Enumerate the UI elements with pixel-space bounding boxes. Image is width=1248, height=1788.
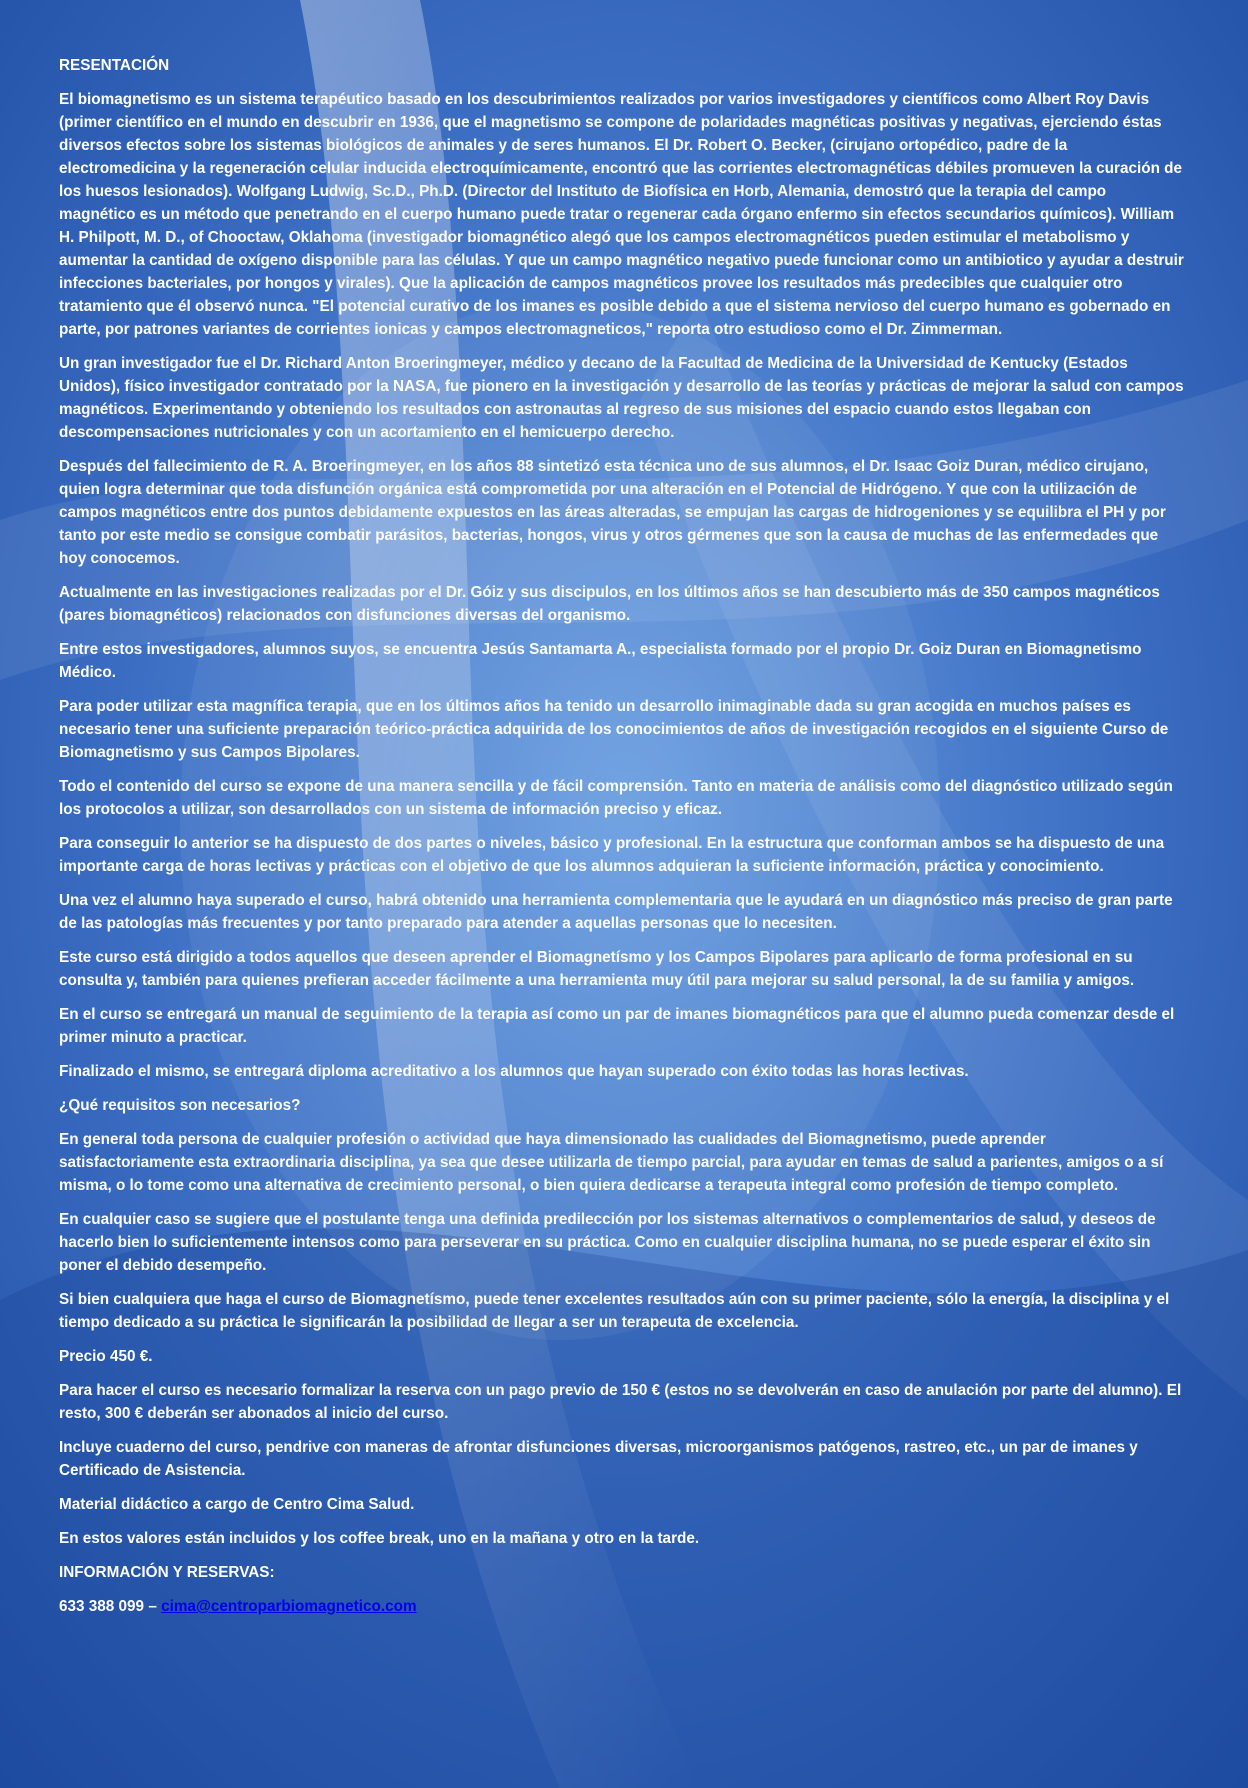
paragraph: Todo el contenido del curso se expone de una manera sencilla y de fácil comprensión. Tanto en materia de análisis como del diagnóstico utilizado según los protocolos a utilizar, son desarrollados con un sistema de información preciso y eficaz. — [59, 778, 1173, 818]
paragraph: El biomagnetismo es un sistema terapéutico basado en los descubrimientos realizados por varios investigadores y científicos como Albert Roy Davis (primer científico en el mundo en descubrir en 1936, que el magnetismo se compone de polaridades magnéticas positivas y negativas, ejerciendo éstas diversos efectos sobre los sistemas biológicos de animales y de seres humanos. El Dr. Robert O. Becker, (cirujano ortopédico, padre de la electromedicina y la regeneración celular inducida electroquímicamente, encontró que las corrientes electromagnéticas débiles promueven la curación de los huesos lesionados). Wolfgang Ludwig, Sc.D., Ph.D. (Director del Instituto de Biofísica en Horb, Alemania, demostró que la terapia del campo magnético es un método que penetrando en el cuerpo humano puede tratar o regenerar cada órgano enfermo sin efectos secundarios químicos). William H. Philpott, M. D., of Chooctaw, Oklahoma (investigador biomagnético alegó que los campos electromagnéticos pueden estimular el metabolismo y aumentar la cantidad de oxígeno disponible para las células. Y que un campo magnético negativo puede funcionar como un antibiotico y ayudar a destruir infecciones bacteriales, por hongos y virales). Que la aplicación de campos magnéticos provee los resultados más predecibles que cualquier otro tratamiento que él observó nunca. "El potencial curativo de los imanes es posible debido a que el sistema nervioso del cuerpo humano es gobernado en parte, por patrones variantes de corrientes ionicas y campos electromagneticos," reporta otro estudioso como el Dr. Zimmerman. — [59, 91, 1184, 338]
paragraph: Este curso está dirigido a todos aquellos que deseen aprender el Biomagnetísmo y los Campos Bipolares para aplicarlo de forma profesional en su consulta y, también para quienes prefieran acceder fácilmente a una herramienta muy útil para mejorar su salud personal, la de su familia y amigos. — [59, 949, 1135, 989]
paragraph: Para conseguir lo anterior se ha dispuesto de dos partes o niveles, básico y profesional. En la estructura que conforman ambos se ha dispuesto de una importante carga de horas lectivas y prácticas con el objetivo de que los alumnos adquieran la suficiente información, práctica y conocimiento. — [59, 835, 1165, 875]
requirements-heading: ¿Qué requisitos son necesarios? — [59, 1097, 301, 1114]
paragraph: En el curso se entregará un manual de seguimiento de la terapia así como un par de imanes biomagnéticos para que el alumno pueda comenzar desde el primer minuto a practicar. — [59, 1006, 1175, 1046]
paragraph: Finalizado el mismo, se entregará diploma acreditativo a los alumnos que hayan superado con éxito todas las horas lectivas. — [59, 1063, 969, 1080]
paragraph: Si bien cualquiera que haga el curso de Biomagnetísmo, puede tener excelentes resultados aún con su primer paciente, sólo la energía, la disciplina y el tiempo dedicado a su práctica le significarán la posibilidad de llegar a ser un terapeuta de excelencia. — [59, 1291, 1170, 1331]
document-body — [59, 54, 1184, 1629]
phone-number: 633 388 099 – — [59, 1598, 162, 1615]
paragraph: Un gran investigador fue el Dr. Richard Anton Broeringmeyer, médico y decano de la Facultad de Medicina de la Universidad de Kentucky (Estados Unidos), físico investigador contratado por la NASA, fue pionero en la investigación y desarrollo de las teorías y prácticas de mejorar la salud con campos magnéticos. Experimentando y obteniendo los resultados con astronautas al regreso de sus misiones del espacio cuando estos llegaban con descompensaciones nutricionales y con un acortamiento en el hemicuerpo derecho. — [59, 355, 1184, 441]
contact-line — [59, 1595, 1184, 1618]
paragraph: Una vez el alumno haya superado el curso, habrá obtenido una herramienta complementaria que le ayudará en un diagnóstico más preciso de gran parte de las patologías más frecuentes y por tanto preparado para atender a aquellas personas que lo necesiten. — [59, 892, 1173, 932]
paragraph: Actualmente en las investigaciones realizadas por el Dr. Góiz y sus discipulos, en los últimos años se han descubierto más de 350 campos magnéticos (pares biomagnéticos) relacionados con disfunciones diversas del organismo. — [59, 584, 1160, 624]
info-heading: INFORMACIÓN Y RESERVAS: — [59, 1564, 275, 1581]
paragraph: En cualquier caso se sugiere que el postulante tenga una definida predilección por los sistemas alternativos o complementarios de salud, y deseos de hacerlo bien lo suficientemente intensos como para perseverar en su práctica. Como en cualquier disciplina humana, no se puede esperar el éxito sin poner el debido desempeño. — [59, 1211, 1156, 1274]
email-link[interactable]: cima@centroparbiomagnetico.com — [161, 1598, 417, 1615]
paragraph: En general toda persona de cualquier profesión o actividad que haya dimensionado las cualidades del Biomagnetismo, puede aprender satisfactoriamente esta extraordinaria disciplina, ya sea que desee utilizarla de tiempo parcial, para ayudar en temas de salud a parientes, amigos o a sí misma, o lo tome como una alternativa de crecimiento personal, o bien quiera dedicarse a terapeuta integral como profesión de tiempo completo. — [59, 1131, 1164, 1194]
document-title: RESENTACIÓN — [59, 57, 170, 74]
paragraph: Para poder utilizar esta magnífica terapia, que en los últimos años ha tenido un desarrollo inimaginable dada su gran acogida en muchos países es necesario tener una suficiente preparación teórico-práctica adquirida de los conocimientos de años de investigación recogidos en el siguiente Curso de Biomagnetismo y sus Campos Bipolares. — [59, 698, 1169, 761]
paragraph: Material didáctico a cargo de Centro Cima Salud. — [59, 1496, 415, 1513]
price: Precio 450 €. — [59, 1348, 153, 1365]
paragraph: Entre estos investigadores, alumnos suyos, se encuentra Jesús Santamarta A., especialista formado por el propio Dr. Goiz Duran en Biomagnetismo Médico. — [59, 641, 1142, 681]
paragraph: Después del fallecimiento de R. A. Broeringmeyer, en los años 88 sintetizó esta técnica uno de sus alumnos, el Dr. Isaac Goiz Duran, médico cirujano, quien logra determinar que toda disfunción orgánica está comprometida por una alteración en el Potencial de Hidrógeno. Y que con la utilización de campos magnéticos entre dos puntos debidamente expuestos en las áreas alteradas, se empujan las cargas de hidrogeniones y se equilibra el PH y por tanto por este medio se consigue combatir parásitos, bacterias, hongos, virus y otros gérmenes que son la causa de muchas de las enfermedades que hoy conocemos. — [59, 458, 1166, 567]
paragraph: Incluye cuaderno del curso, pendrive con maneras de afrontar disfunciones diversas, microorganismos patógenos, rastreo, etc., un par de imanes y Certificado de Asistencia. — [59, 1439, 1138, 1479]
paragraph: En estos valores están incluidos y los coffee break, uno en la mañana y otro en la tarde. — [59, 1530, 700, 1547]
paragraph: Para hacer el curso es necesario formalizar la reserva con un pago previo de 150 € (estos no se devolverán en caso de anulación por parte del alumno). El resto, 300 € deberán ser abonados al inicio del curso. — [59, 1382, 1182, 1422]
